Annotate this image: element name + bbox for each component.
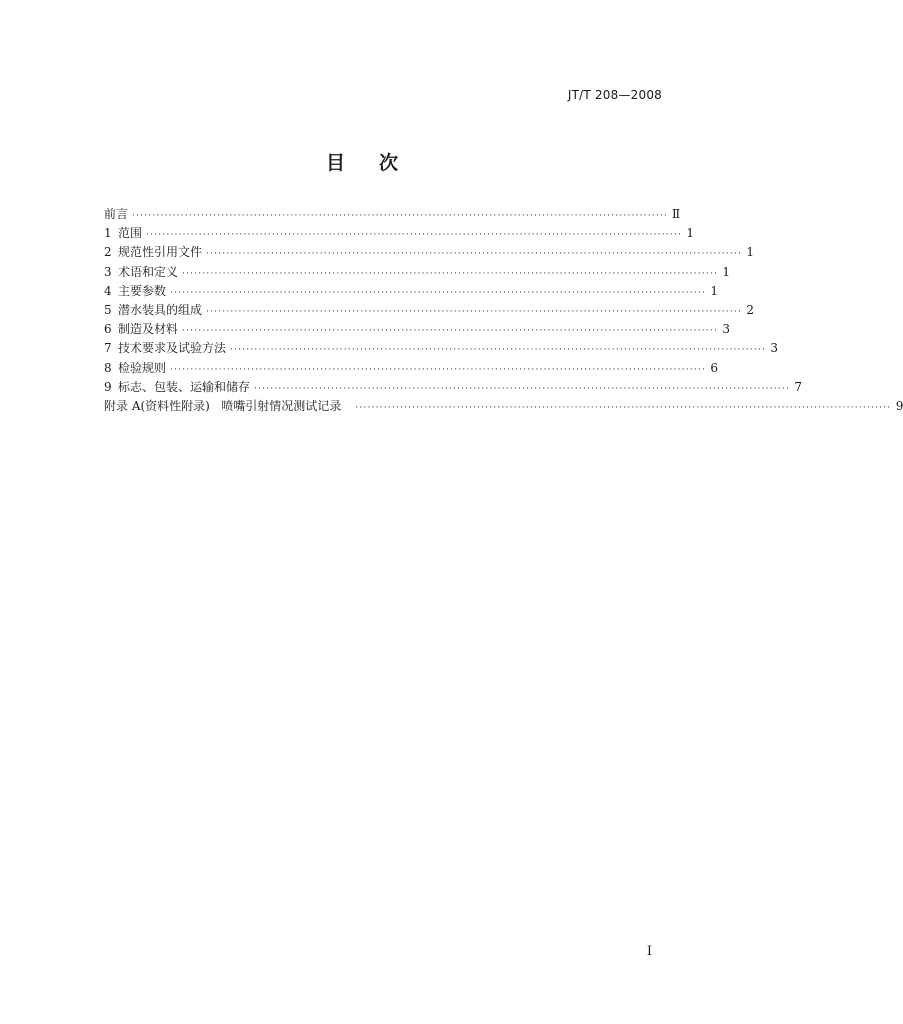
toc-title-char-1: 目 (325, 152, 345, 174)
toc-leader-dots: ···································································································································· (182, 326, 719, 337)
toc-entry-foreword[interactable] (104, 205, 681, 224)
toc-leader-dots: ···································································································································· (206, 306, 743, 317)
toc-entry-page: 2 (746, 302, 755, 317)
toc-leader-dots: ···································································································································· (182, 268, 719, 279)
toc-entry-page: 6 (710, 360, 719, 375)
toc-entry-page: 1 (746, 245, 755, 260)
toc-entry-2[interactable] (104, 243, 755, 262)
toc-entry-5[interactable] (104, 301, 755, 320)
toc-leader-dots: ···································································································································· (254, 383, 791, 394)
toc-entry-page: 3 (722, 322, 731, 337)
toc-entry-3[interactable] (104, 263, 731, 282)
toc-entry-page: 1 (710, 283, 719, 298)
toc-entry-4[interactable] (104, 282, 719, 301)
toc-leader-dots: ···································································································································· (355, 402, 892, 413)
toc-entry-page: 1 (722, 264, 731, 279)
toc-entry-label: 规范性引用文件 (118, 245, 203, 260)
toc-entry-6[interactable] (104, 320, 731, 339)
toc-entry-label: 检验规则 (118, 360, 167, 375)
toc-title (0, 148, 724, 175)
toc-entry-label: 制造及材料 (118, 322, 179, 337)
toc-entry-1[interactable] (104, 224, 695, 243)
toc-leader-dots: ···································································································································· (146, 230, 683, 241)
standard-code: JT/T 208—2008 (567, 88, 662, 102)
toc-entry-number: 6 (104, 322, 112, 337)
page-number: Ⅰ (646, 944, 652, 959)
toc-leader-dots: ···································································································································· (170, 287, 707, 298)
toc-entry-page: Ⅱ (672, 207, 681, 221)
toc-entry-label: 前言 (104, 207, 129, 221)
toc-entry-7[interactable] (104, 339, 779, 358)
toc-entry-number: 3 (104, 264, 112, 279)
table-of-contents (104, 205, 903, 416)
toc-entry-number: 2 (104, 245, 112, 260)
toc-entry-label: 术语和定义 (118, 264, 179, 279)
toc-title-char-2: 次 (379, 152, 399, 174)
toc-entry-label: 附录 A(资料性附录) 喷嘴引射情况测试记录 (104, 398, 342, 413)
toc-entry-appendix-a[interactable] (104, 397, 903, 416)
toc-entry-8[interactable] (104, 359, 719, 378)
toc-entry-page: 7 (794, 379, 803, 394)
toc-entry-number: 4 (104, 283, 112, 298)
toc-entry-label: 主要参数 (118, 283, 167, 298)
toc-entry-label: 潜水装具的组成 (118, 302, 203, 317)
toc-entry-label: 范围 (118, 226, 143, 241)
toc-entry-number: 7 (104, 341, 112, 356)
toc-entry-number: 8 (104, 360, 112, 375)
toc-entry-page: 3 (770, 341, 779, 356)
toc-entry-number: 9 (104, 379, 112, 394)
toc-entry-label: 标志、包装、运输和储存 (118, 379, 251, 394)
toc-entry-page: 1 (686, 226, 695, 241)
toc-leader-dots: ···································································································································· (230, 345, 767, 356)
toc-entry-label: 技术要求及试验方法 (118, 341, 227, 356)
toc-leader-dots: ···································································································································· (170, 364, 707, 375)
toc-entry-number: 5 (104, 302, 112, 317)
toc-entry-page: 9 (895, 398, 903, 413)
toc-entry-9[interactable] (104, 378, 803, 397)
toc-leader-dots: ···································································································································· (206, 249, 743, 260)
toc-entry-number: 1 (104, 226, 112, 241)
toc-leader-dots: ···································································································································· (132, 211, 669, 221)
